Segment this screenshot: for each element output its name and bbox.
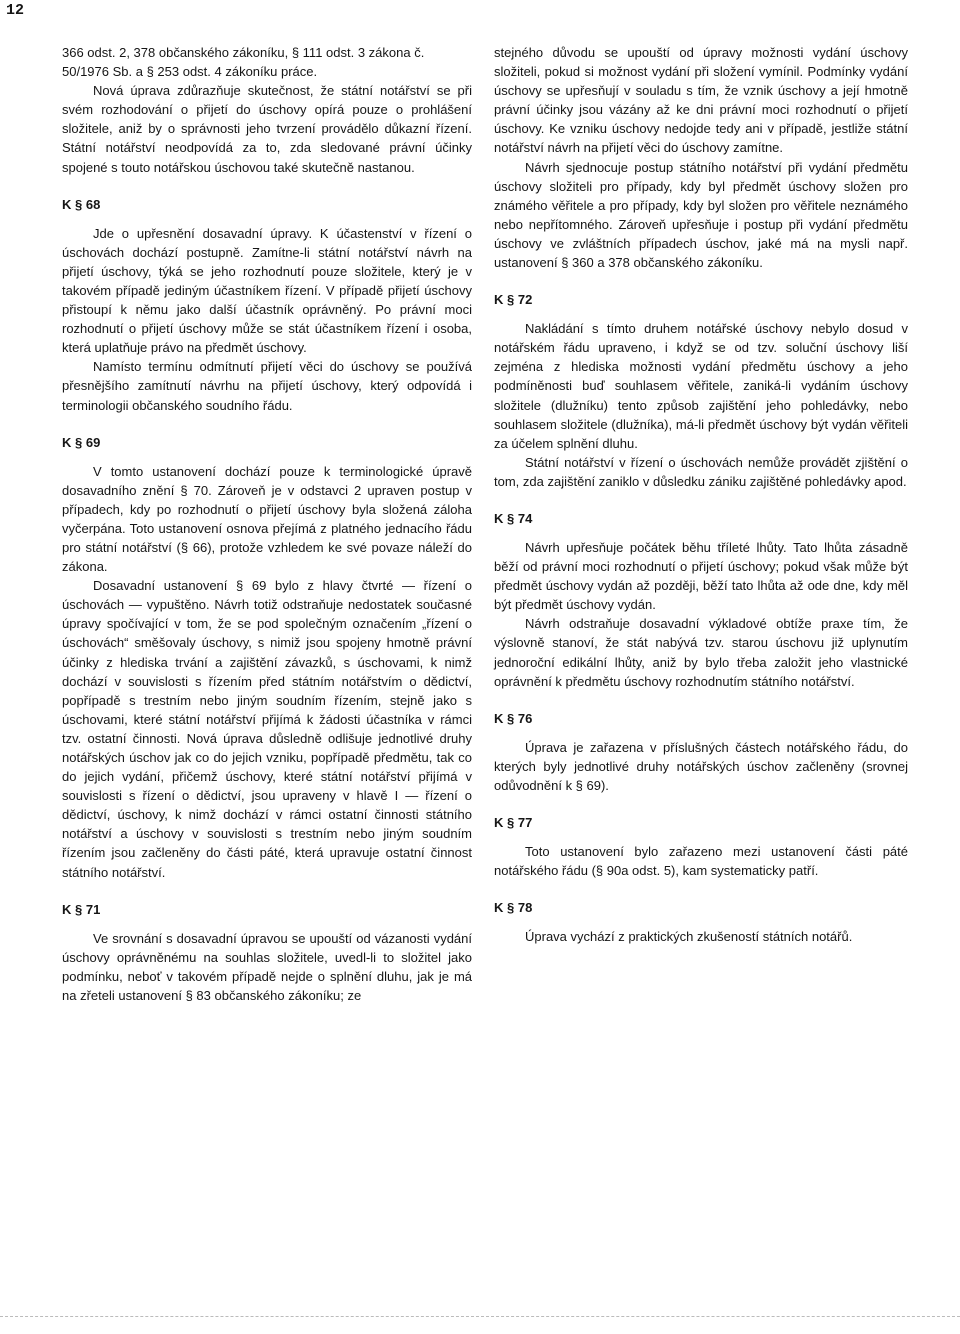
- paragraph: Jde o upřesnění dosavadní úpravy. K účastenství v řízení o úschovách dochází postupně. Zamítne-li státní notářství návrh na přijetí úschovy, týká se jeho rozhodnutí pouze složitele, který je v takovém případě jediným účastníkem řízení. V případě přijetí úschovy přistoupí k němu jako další účastník oprávněný. Po právní moci rozhodnutí o přijetí úschovy může se stát účastníkem řízení i osoba, která uplatňuje právo na předmět úschovy.: [62, 225, 472, 356]
- section-heading: K § 72: [494, 292, 533, 308]
- paragraph: 366 odst. 2, 378 občanského zákoníku, § 111 odst. 3 zákona č. 50/1976 Sb. a § 253 odst. 4 zákoníku práce.: [62, 45, 425, 80]
- paragraph: Úprava je zařazena v příslušných částech notářského řádu, do kterých byly jednotlivé druhy notářských úschov začleněny (srovnej odůvodnění k § 69).: [494, 739, 908, 793]
- right-column: [494, 43, 908, 946]
- paragraph: Návrh odstraňuje dosavadní výkladové obtíže praxe tím, že výslovně stanoví, že stát nabývá tzv. starou úschovu již uplynutím jednoroční edikální lhůty, aniž by bylo třeba založit jeho vlastnické oprávnění k předmětu úschovy rozhodnutím státního notářství.: [494, 616, 908, 689]
- section-heading: K § 71: [62, 901, 101, 917]
- page-number: 12: [6, 2, 25, 19]
- left-column: [62, 43, 472, 1005]
- paragraph: Návrh sjednocuje postup státního notářství při vydání předmětu úschovy složiteli pro případy, kdy byl předmět úschovy složen pro známého věřitele a pro případy, kdy byl složen pro věřitele neznámého nebo nepřítomného. Zároveň upřesňuje i postup při vydání předmětu úschovy ve zvláštních případech úschov, jaké má na mysli např. ustanovení § 360 a 378 občanského zákoníku.: [494, 159, 908, 271]
- paragraph: Dosavadní ustanovení § 69 bylo z hlavy čtvrté — řízení o úschovách — vypuštěno. Návrh totiž odstraňuje nedostatek současné úpravy spočívající v tom, že se pod společným označením „řízení o úschovách“ směšovaly úschovy, s nimiž jsou spojeny hmotně právní účinky z hlediska trvání a zajištění závazků, s úschovami, k nimž dochází v souvislosti s řízením před státním notářstvím o dědictví, popřípadě s trestním nebo jiným soudním řízením, stejně jako s úschovami, které státní notářství přijímá k žádosti účastníka v rámci tzv. ostatní činnosti. Nová úprava důsledně odlišuje jednotlivé druhy notářských úschov jak co do jejich vzniku, popřípadě předmětu, tak co do jejich vydání, přičemž úschovy, které státní notářství přijímá v souvislosti s řízení o dědictví, jsou upraveny v hlavě I — řízení o dědictví, úschovy, k nimž dochází v rámci ostatní činnosti státního notářství a úschovy v souvislosti s trestním nebo jiným soudním řízením jsou začleněny do části páté, která upravuje ostatní činnost státního notářství.: [62, 578, 472, 880]
- section-heading: K § 74: [494, 510, 533, 526]
- paragraph: Návrh upřesňuje počátek běhu tříleté lhůty. Tato lhůta zásadně běží od právní moci rozhodnutí o přijetí úschovy; pokud však může být předmět úschovy vydán až později, běží tato lhůta až ode dne, kdy měl být předmět úschovy vydán.: [494, 539, 908, 613]
- paragraph: Úprava vychází z praktických zkušeností státních notářů.: [525, 929, 853, 945]
- paragraph: Nová úprava zdůrazňuje skutečnost, že státní notářství se při svém rozhodování o přijetí do úschovy opírá pouze o prohlášení složitele, aniž by o správnosti jeho tvrzení provádělo důkazní řízení. Státní notářství neodpovídá za to, zda sledované právní účinky spojené s touto notářskou úschovou také skutečně nastanou.: [62, 83, 472, 175]
- page-bottom-rule: [0, 1316, 960, 1318]
- paragraph: V tomto ustanovení dochází pouze k terminologické úpravě dosavadního znění § 70. Zároveň je v odstavci 2 upraven postup v případech, kdy po rozhodnutí o přijetí úschovy byla složená záloha vyčerpána. Toto ustanovení osnova přejímá z platného jednacího řádu pro státní notářství (§ 66), protože vzhledem ke své povaze náleží do zákona.: [62, 463, 472, 575]
- paragraph: Ve srovnání s dosavadní úpravou se upouští od vázanosti vydání úschovy oprávněnému na souhlas složitele, uvedl-li to složitel jako podmínku, neboť v takovém případě nejde o splnění dluhu, jak je má na zřeteli ustanovení § 83 občanského zákoníku; ze: [62, 930, 472, 1003]
- paragraph: Toto ustanovení bylo zařazeno mezi ustanovení části páté notářského řádu (§ 90a odst. 5), kam systematicky patří.: [494, 844, 908, 879]
- paragraph: stejného důvodu se upouští od úpravy možnosti vydání úschovy složiteli, pokud si možnost vydání při složení vymínil. Podmínky vydání úschovy se upřesňují v souladu s tím, že vznik úschovy a její hmotně právní účinky jsou vázány až ke dni právní moci rozhodnutí o přijetí úschovy. Ke vzniku úschovy nedojde tedy ani v případě, jestliže státní notářství návrh na přijetí věci do úschovy zamítne.: [494, 45, 908, 156]
- section-heading: K § 77: [494, 815, 533, 830]
- section-heading: K § 68: [62, 196, 101, 212]
- section-heading: K § 69: [62, 434, 101, 450]
- paragraph: Státní notářství v řízení o úschovách nemůže provádět zjištění o tom, zda zajištění zaniklo v důsledku zániku zajištěné pohledávky apod.: [494, 454, 908, 489]
- paragraph: Namísto termínu odmítnutí přijetí věci do úschovy se používá přesnějšího zamítnutí návrhu na přijetí úschovy, který odpovídá i terminologii občanského soudního řádu.: [62, 359, 472, 413]
- section-heading: K § 78: [494, 900, 533, 916]
- section-heading: K § 76: [494, 710, 533, 726]
- paragraph: Nakládání s tímto druhem notářské úschovy nebylo dosud v notářském řádu upraveno, i když se od tzv. soluční úschovy liší zejména z hlediska možnosti vydání předmětu úschovy a jeho podmíněnosti buď souhlasem věřitele, zaniká-li vydáním úschovy složitele (dlužníku) tento způsob zajištění jeho pohledávky, nebo souhlasem složitele (dlužníka), má-li předmět úschovy být vydán věřiteli za účelem splnění dluhu.: [494, 321, 908, 451]
